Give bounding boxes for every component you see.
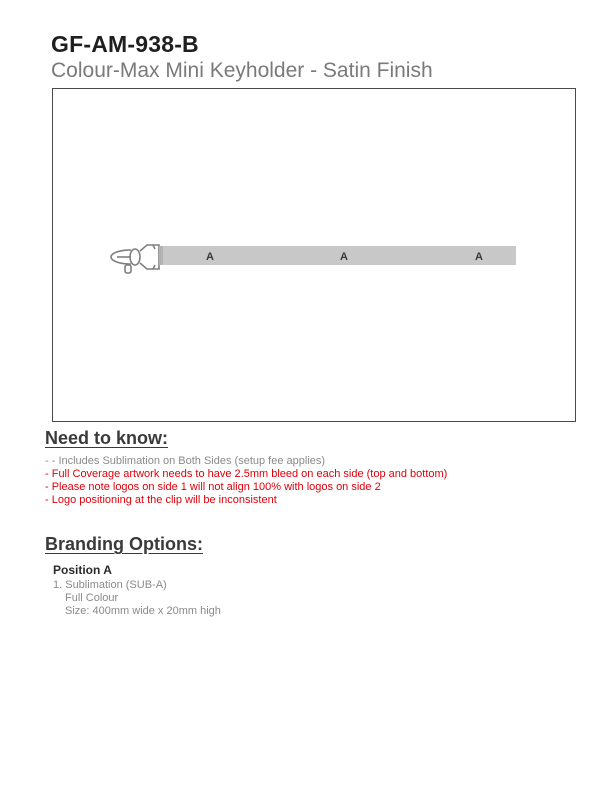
position-title: Position A bbox=[53, 563, 112, 577]
note-item: - - Includes Sublimation on Both Sides (setup fee applies) bbox=[45, 455, 326, 467]
product-name: Colour-Max Mini Keyholder - Satin Finish bbox=[51, 59, 433, 82]
option-name: 1. Sublimation (SUB-A) bbox=[53, 579, 167, 591]
strap-fold bbox=[159, 246, 163, 265]
strap-mark-3: A bbox=[475, 251, 483, 263]
option-size: Size: 400mm wide x 20mm high bbox=[65, 605, 221, 617]
note-item: - Please note logos on side 1 will not align 100% with logos on side 2 bbox=[45, 481, 381, 493]
need-to-know-heading: Need to know: bbox=[45, 428, 169, 448]
need-to-know-list bbox=[45, 455, 447, 507]
branding-options-heading: Branding Options: bbox=[45, 534, 203, 554]
strap-mark-1: A bbox=[206, 251, 214, 263]
strap-mark-2: A bbox=[340, 251, 348, 263]
note-item: - Logo positioning at the clip will be inconsistent bbox=[45, 494, 277, 506]
product-preview bbox=[52, 88, 576, 422]
product-code: GF-AM-938-B bbox=[51, 31, 199, 57]
clip-hook-icon bbox=[111, 245, 159, 273]
option-colour: Full Colour bbox=[65, 592, 119, 604]
keyholder-illustration bbox=[53, 89, 575, 421]
note-item: - Full Coverage artwork needs to have 2.5mm bleed on each side (top and bottom) bbox=[45, 468, 448, 480]
branding-option bbox=[53, 579, 221, 618]
